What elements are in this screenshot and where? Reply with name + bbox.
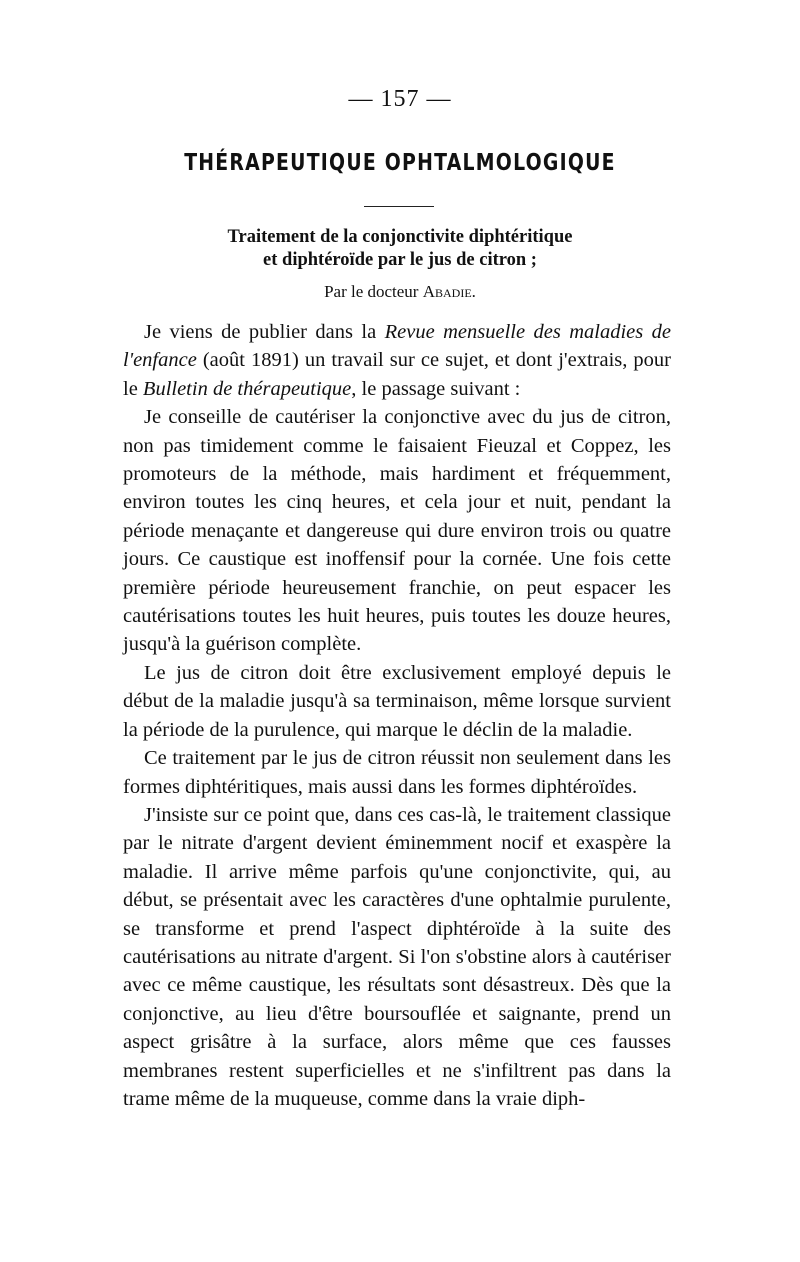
byline-prefix: Par le docteur — [324, 282, 419, 301]
paragraph-intro-text-b: (août 1891) un travail sur ce sujet, et dont j'extrais, pour le — [123, 349, 671, 400]
paragraph-cauterization: Je conseille de cautériser la conjonctive avec du jus de citron, non pas timidement comme le faisaient Fieuzal et Coppez, les promoteurs de la méthode, mais hardiment et fréquemment, environ toutes les cinq heures, et cela jour et nuit, pendant la période menaçante et dangereuse qui dure environ trois ou quatre jours. Ce caustique est inoffensif pour la cornée. Une fois cette première période heureusement franchie, on peut espacer les cautérisations toutes les huit heures, puis toutes les douze heures, jusqu'à la guérison complète. — [123, 406, 671, 656]
journal-title: Revue mensuelle des maladies de l'enfance — [123, 321, 671, 372]
article-body — [123, 318, 671, 1113]
article-title-line-1: Traitement de la conjonctivite diphtéritique — [227, 227, 573, 247]
title-divider — [364, 206, 434, 207]
paragraph-intro-text-c: , le passage suivant : — [351, 377, 521, 400]
bulletin-title: Bulletin de thérapeutique — [142, 377, 352, 400]
article-title — [0, 226, 800, 272]
article-title-line-2: et diphtéroïde par le jus de citron ; — [263, 250, 537, 270]
page-number: — 157 — — [348, 86, 452, 112]
byline — [0, 282, 800, 302]
section-title: THÉRAPEUTIQUE OPHTALMOLOGIQUE — [184, 150, 616, 176]
paragraph-intro — [123, 318, 671, 403]
paragraph-treatment-success: Ce traitement par le jus de citron réussit non seulement dans les formes diphtéritiques, mais aussi dans les formes diphtéroïdes. — [123, 747, 671, 798]
paragraph-intro-text-a: Je viens de publier dans la — [144, 321, 385, 343]
paragraph-lemon-juice: Le jus de citron doit être exclusivement employé depuis le début de la maladie jusqu'à sa terminaison, même lorsque survient la période de la purulence, qui marque le déclin de la maladie. — [123, 661, 671, 741]
byline-author: Abadie. — [422, 282, 476, 301]
paragraph-silver-nitrate: J'insiste sur ce point que, dans ces cas-là, le traitement classique par le nitrate d'argent devient éminemment nocif et exaspère la maladie. Il arrive même parfois qu'une conjonctivite, qui, au début, se présentait avec les caractères d'une ophtalmie purulente, se transforme et prend l'aspect diphtéroïde à la suite des cautérisations au nitrate d'argent. Si l'on s'obstine alors à cautériser avec ce même caustique, les résultats sont désastreux. Dès que la conjonctive, au lieu d'être boursouflée et saignante, prend un aspect grisâtre à la surface, alors même que ces fausses membranes restent superficielles et ne s'infiltrent pas dans la trame même de la muqueuse, comme dans la vraie diph- — [123, 803, 671, 1110]
